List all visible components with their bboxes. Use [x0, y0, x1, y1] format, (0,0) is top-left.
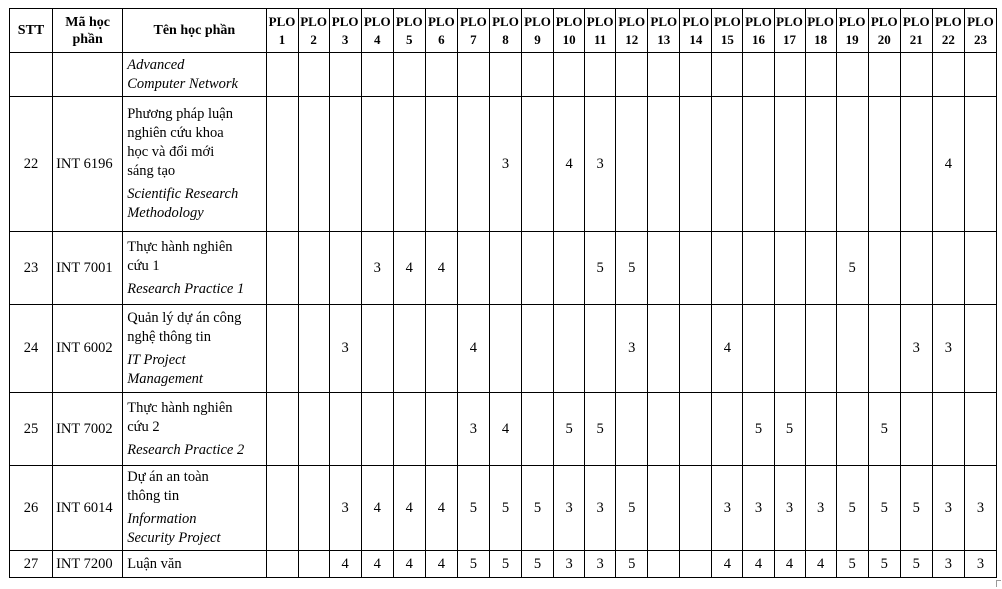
header-plo-prefix: PLO	[807, 13, 834, 29]
cell-plo-4: 4	[361, 466, 393, 551]
cell-plo-9	[522, 393, 554, 466]
cell-plo-3	[329, 393, 361, 466]
cell-plo-9: 5	[522, 466, 554, 551]
cell-plo-2	[298, 232, 329, 305]
cell-course-name	[123, 393, 266, 466]
cell-plo-16	[743, 305, 774, 393]
cell-plo-18	[805, 97, 836, 232]
cell-plo-3	[329, 97, 361, 232]
cell-plo-22: 3	[932, 466, 964, 551]
header-plo-prefix: PLO	[682, 13, 710, 29]
cell-plo-20	[868, 305, 900, 393]
header-plo-number: 15	[720, 31, 734, 47]
header-plo-number: 12	[625, 31, 639, 47]
course-name-vi: nghiên cứu khoa	[127, 125, 224, 141]
header-plo-prefix: PLO	[427, 13, 455, 29]
cell-plo-2	[298, 97, 329, 232]
course-name-en: Research Practice 1	[127, 280, 245, 297]
cell-plo-1	[266, 97, 298, 232]
cell-plo-13	[648, 53, 680, 97]
cell-plo-17	[774, 232, 805, 305]
cell-plo-22	[932, 232, 964, 305]
cell-plo-22: 3	[932, 305, 964, 393]
cell-course-code: INT 7002	[53, 393, 123, 466]
header-plo-prefix: PLO	[460, 13, 487, 29]
cell-stt: 27	[10, 551, 53, 578]
cell-plo-10	[554, 53, 585, 97]
header-plo-18	[805, 9, 836, 53]
cell-plo-4	[361, 305, 393, 393]
cell-plo-22	[932, 53, 964, 97]
cell-plo-12	[616, 97, 648, 232]
cell-plo-23	[964, 53, 996, 97]
course-name-vi: thông tin	[127, 488, 180, 504]
cell-plo-20	[868, 232, 900, 305]
cell-plo-23: 3	[964, 466, 996, 551]
table-row	[10, 393, 997, 466]
header-plo-19	[836, 9, 868, 53]
header-plo-number: 23	[973, 31, 987, 47]
header-plo-number: 8	[502, 31, 509, 47]
header-plo-number: 3	[341, 31, 349, 47]
header-code-line2: phần	[72, 31, 103, 47]
header-plo-prefix: PLO	[524, 13, 551, 29]
header-plo-number: 7	[470, 31, 477, 47]
cell-plo-21: 3	[900, 305, 932, 393]
header-plo-number: 21	[909, 31, 923, 47]
cell-plo-3: 4	[329, 551, 361, 578]
cell-plo-17	[774, 305, 805, 393]
header-plo-number: 1	[278, 31, 286, 47]
header-plo-5	[393, 9, 425, 53]
cell-plo-14	[680, 232, 712, 305]
cell-plo-18	[805, 232, 836, 305]
header-plo-23	[964, 9, 996, 53]
cell-plo-21	[900, 393, 932, 466]
cell-plo-13	[648, 305, 680, 393]
cell-plo-4: 3	[361, 232, 393, 305]
cell-plo-4: 4	[361, 551, 393, 578]
cell-plo-7: 5	[457, 466, 489, 551]
cell-course-code: INT 7001	[53, 232, 123, 305]
header-plo-prefix: PLO	[300, 13, 327, 29]
course-name-en: Management	[127, 370, 203, 387]
cell-course-code: INT 6014	[53, 466, 123, 551]
cell-plo-20: 5	[868, 551, 900, 578]
cell-plo-19: 5	[836, 232, 868, 305]
cell-stt: 23	[10, 232, 53, 305]
cell-plo-9: 5	[522, 551, 554, 578]
cell-plo-21	[900, 53, 932, 97]
header-plo-16	[743, 9, 774, 53]
header-plo-8	[489, 9, 521, 53]
course-name-vi: Thực hành nghiên	[127, 399, 233, 416]
cell-plo-11: 5	[585, 393, 616, 466]
cell-plo-15: 4	[712, 305, 743, 393]
cell-plo-22	[932, 393, 964, 466]
cell-plo-5	[393, 53, 425, 97]
cell-plo-16: 3	[743, 466, 774, 551]
cell-stt: 25	[10, 393, 53, 466]
header-plo-17	[774, 9, 805, 53]
header-plo-prefix: PLO	[618, 13, 646, 29]
cell-plo-6	[425, 393, 457, 466]
cell-plo-16	[743, 97, 774, 232]
header-name: Tên học phần	[123, 9, 266, 53]
cell-plo-8: 5	[489, 551, 521, 578]
cell-plo-3: 3	[329, 305, 361, 393]
cell-plo-5	[393, 305, 425, 393]
header-plo-10	[554, 9, 585, 53]
course-name-vi: Quản lý dự án công	[127, 309, 242, 326]
cell-plo-14	[680, 393, 712, 466]
cell-plo-8: 5	[489, 466, 521, 551]
cell-plo-22: 3	[932, 551, 964, 578]
cell-plo-2	[298, 393, 329, 466]
cell-plo-15	[712, 53, 743, 97]
cell-course-code: INT 6196	[53, 97, 123, 232]
course-name-vi: Dự án an toàn	[127, 469, 209, 485]
cell-plo-7: 4	[457, 305, 489, 393]
cell-plo-22: 4	[932, 97, 964, 232]
header-plo-11	[585, 9, 616, 53]
cell-plo-12	[616, 53, 648, 97]
header-plo-number: 10	[562, 31, 576, 47]
course-name-en: Computer Network	[127, 75, 238, 92]
cell-plo-20	[868, 97, 900, 232]
cell-plo-12: 3	[616, 305, 648, 393]
cell-plo-13	[648, 393, 680, 466]
cell-plo-16	[743, 232, 774, 305]
header-plo-21	[900, 9, 932, 53]
header-plo-number: 13	[657, 31, 671, 47]
course-name-vi: Luận văn	[127, 555, 182, 572]
course-name-en: Scientific Research	[127, 186, 239, 202]
header-plo-prefix: PLO	[492, 13, 519, 29]
cell-plo-8	[489, 232, 521, 305]
cell-course-code: INT 6002	[53, 305, 123, 393]
cell-plo-18	[805, 393, 836, 466]
header-plo-12	[616, 9, 648, 53]
course-name-vi: nghệ thông tin	[127, 328, 211, 345]
cell-plo-9	[522, 305, 554, 393]
header-plo-number: 11	[594, 31, 607, 47]
header-plo-number: 9	[534, 31, 541, 47]
course-name-en: IT Project	[127, 351, 186, 368]
cell-plo-23: 3	[964, 551, 996, 578]
cell-plo-3	[329, 232, 361, 305]
header-plo-number: 22	[941, 31, 955, 47]
cell-plo-5: 4	[393, 466, 425, 551]
cell-plo-7	[457, 232, 489, 305]
header-plo-number: 16	[751, 31, 765, 47]
cell-plo-9	[522, 97, 554, 232]
header-plo-14	[680, 9, 712, 53]
cell-plo-10: 3	[554, 466, 585, 551]
cell-plo-4	[361, 53, 393, 97]
cell-plo-14	[680, 305, 712, 393]
header-plo-number: 18	[814, 31, 828, 47]
cell-plo-7: 5	[457, 551, 489, 578]
cell-stt: 22	[10, 97, 53, 232]
course-name-vi: cứu 1	[127, 257, 160, 274]
cell-course-name	[123, 466, 266, 551]
table-row	[10, 551, 997, 578]
header-plo-prefix: PLO	[395, 13, 423, 29]
cell-plo-1	[266, 551, 298, 578]
header-plo-prefix: PLO	[902, 13, 930, 29]
cell-plo-19	[836, 97, 868, 232]
header-plo-7	[457, 9, 489, 53]
table-row	[10, 53, 997, 97]
cell-plo-15	[712, 232, 743, 305]
cell-plo-9	[522, 232, 554, 305]
cell-plo-19: 5	[836, 551, 868, 578]
header-plo-13	[648, 9, 680, 53]
cell-plo-14	[680, 551, 712, 578]
cell-plo-13	[648, 466, 680, 551]
cell-plo-6: 4	[425, 551, 457, 578]
header-plo-number: 19	[845, 31, 859, 47]
cell-plo-1	[266, 305, 298, 393]
cell-plo-11	[585, 53, 616, 97]
cell-plo-1	[266, 232, 298, 305]
cell-plo-8: 4	[489, 393, 521, 466]
header-plo-15	[712, 9, 743, 53]
cell-plo-7: 3	[457, 393, 489, 466]
header-plo-prefix: PLO	[934, 13, 962, 29]
course-name-vi: Thực hành nghiên	[127, 238, 233, 255]
cell-plo-13	[648, 551, 680, 578]
header-plo-prefix: PLO	[331, 13, 359, 29]
cell-plo-5	[393, 97, 425, 232]
cell-plo-6: 4	[425, 232, 457, 305]
cell-plo-21	[900, 97, 932, 232]
cell-plo-8: 3	[489, 97, 521, 232]
cell-course-name	[123, 551, 266, 578]
cell-plo-4	[361, 393, 393, 466]
cell-plo-17: 5	[774, 393, 805, 466]
course-name-en: Security Project	[127, 530, 221, 546]
cell-plo-7	[457, 53, 489, 97]
cell-course-name	[123, 232, 266, 305]
course-name-vi: cứu 2	[127, 418, 160, 435]
cell-plo-2	[298, 53, 329, 97]
table-body	[10, 53, 997, 578]
header-plo-prefix: PLO	[363, 13, 391, 29]
cell-plo-14	[680, 53, 712, 97]
cell-stt: 26	[10, 466, 53, 551]
cell-plo-5	[393, 393, 425, 466]
header-plo-prefix: PLO	[268, 13, 296, 29]
header-plo-22	[932, 9, 964, 53]
cell-plo-6	[425, 305, 457, 393]
cell-course-name	[123, 305, 266, 393]
cell-plo-17	[774, 53, 805, 97]
header-plo-number: 6	[438, 31, 445, 47]
header-plo-prefix: PLO	[586, 13, 614, 29]
header-plo-9	[522, 9, 554, 53]
cell-plo-23	[964, 232, 996, 305]
header-plo-number: 2	[310, 31, 317, 47]
course-name-vi: Phương pháp luận	[127, 106, 233, 122]
course-name-en: Information	[127, 511, 197, 527]
cell-stt	[10, 53, 53, 97]
cell-plo-5: 4	[393, 551, 425, 578]
cell-plo-19	[836, 393, 868, 466]
table-row	[10, 97, 997, 232]
header-code	[53, 9, 123, 53]
course-name-vi: học và đổi mới	[127, 144, 215, 160]
cell-plo-16	[743, 53, 774, 97]
cell-plo-6	[425, 53, 457, 97]
cell-plo-13	[648, 232, 680, 305]
cell-plo-15	[712, 97, 743, 232]
header-plo-number: 4	[373, 31, 381, 47]
header-plo-prefix: PLO	[776, 13, 803, 29]
course-name-vi: sáng tạo	[127, 163, 176, 179]
cell-plo-2	[298, 551, 329, 578]
header-plo-number: 20	[877, 31, 891, 47]
cell-plo-21	[900, 232, 932, 305]
cell-plo-23	[964, 305, 996, 393]
cell-plo-20: 5	[868, 393, 900, 466]
cell-plo-11	[585, 305, 616, 393]
cell-plo-10	[554, 232, 585, 305]
header-plo-prefix: PLO	[650, 13, 678, 29]
cell-plo-21: 5	[900, 466, 932, 551]
cell-plo-8	[489, 305, 521, 393]
cell-plo-18: 4	[805, 551, 836, 578]
plo-matrix-table	[9, 8, 997, 578]
cell-course-code: INT 7200	[53, 551, 123, 578]
cell-plo-5: 4	[393, 232, 425, 305]
header-plo-prefix: PLO	[745, 13, 772, 29]
header-stt: STT	[10, 9, 53, 53]
cell-plo-2	[298, 466, 329, 551]
cell-plo-11: 5	[585, 232, 616, 305]
cell-plo-7	[457, 97, 489, 232]
header-plo-2	[298, 9, 329, 53]
cell-plo-10: 4	[554, 97, 585, 232]
header-plo-20	[868, 9, 900, 53]
header-plo-6	[425, 9, 457, 53]
cell-plo-21: 5	[900, 551, 932, 578]
cell-plo-12: 5	[616, 466, 648, 551]
cell-plo-1	[266, 466, 298, 551]
cell-plo-12: 5	[616, 232, 648, 305]
cell-stt: 24	[10, 305, 53, 393]
cell-plo-16: 4	[743, 551, 774, 578]
cell-plo-10: 3	[554, 551, 585, 578]
header-plo-4	[361, 9, 393, 53]
cell-plo-10	[554, 305, 585, 393]
cell-plo-11: 3	[585, 551, 616, 578]
cell-course-name	[123, 97, 266, 232]
header-plo-prefix: PLO	[838, 13, 866, 29]
cell-plo-2	[298, 305, 329, 393]
cell-plo-20: 5	[868, 466, 900, 551]
cell-plo-23	[964, 97, 996, 232]
cell-plo-23	[964, 393, 996, 466]
cell-plo-10: 5	[554, 393, 585, 466]
cell-plo-18	[805, 305, 836, 393]
cell-plo-17: 4	[774, 551, 805, 578]
cell-plo-16: 5	[743, 393, 774, 466]
cell-plo-15	[712, 393, 743, 466]
cell-plo-17: 3	[774, 466, 805, 551]
cell-plo-14	[680, 97, 712, 232]
cell-plo-19	[836, 305, 868, 393]
course-name-en: Research Practice 2	[127, 441, 245, 458]
cell-plo-19	[836, 53, 868, 97]
table-row	[10, 232, 997, 305]
course-name-en: Advanced	[127, 56, 185, 73]
header-plo-3	[329, 9, 361, 53]
header-plo-number: 17	[783, 31, 797, 47]
cell-plo-15: 3	[712, 466, 743, 551]
cell-plo-6: 4	[425, 466, 457, 551]
cell-plo-13	[648, 97, 680, 232]
cell-plo-19: 5	[836, 466, 868, 551]
cell-plo-3: 3	[329, 466, 361, 551]
cell-plo-12: 5	[616, 551, 648, 578]
header-plo-1	[266, 9, 298, 53]
cell-plo-18: 3	[805, 466, 836, 551]
cell-plo-18	[805, 53, 836, 97]
cell-plo-14	[680, 466, 712, 551]
cell-plo-6	[425, 97, 457, 232]
course-name-en: Methodology	[127, 205, 204, 221]
cell-plo-1	[266, 53, 298, 97]
cell-plo-8	[489, 53, 521, 97]
cell-plo-20	[868, 53, 900, 97]
cell-plo-9	[522, 53, 554, 97]
header-plo-prefix: PLO	[870, 13, 898, 29]
table-row	[10, 305, 997, 393]
header-plo-number: 14	[689, 31, 703, 47]
header-code-line1: Mã học	[65, 14, 110, 30]
cell-plo-11: 3	[585, 97, 616, 232]
header-plo-prefix: PLO	[555, 13, 583, 29]
cell-plo-3	[329, 53, 361, 97]
cell-course-code	[53, 53, 123, 97]
header-plo-number: 5	[406, 31, 413, 47]
header-row	[10, 9, 997, 53]
cell-course-name	[123, 53, 266, 97]
cell-plo-11: 3	[585, 466, 616, 551]
cell-plo-1	[266, 393, 298, 466]
cell-plo-12	[616, 393, 648, 466]
cell-plo-15: 4	[712, 551, 743, 578]
cell-plo-17	[774, 97, 805, 232]
header-plo-prefix: PLO	[714, 13, 741, 29]
cell-plo-4	[361, 97, 393, 232]
page-corner-mark	[996, 580, 1001, 587]
header-plo-prefix: PLO	[967, 13, 994, 29]
table-row	[10, 466, 997, 551]
